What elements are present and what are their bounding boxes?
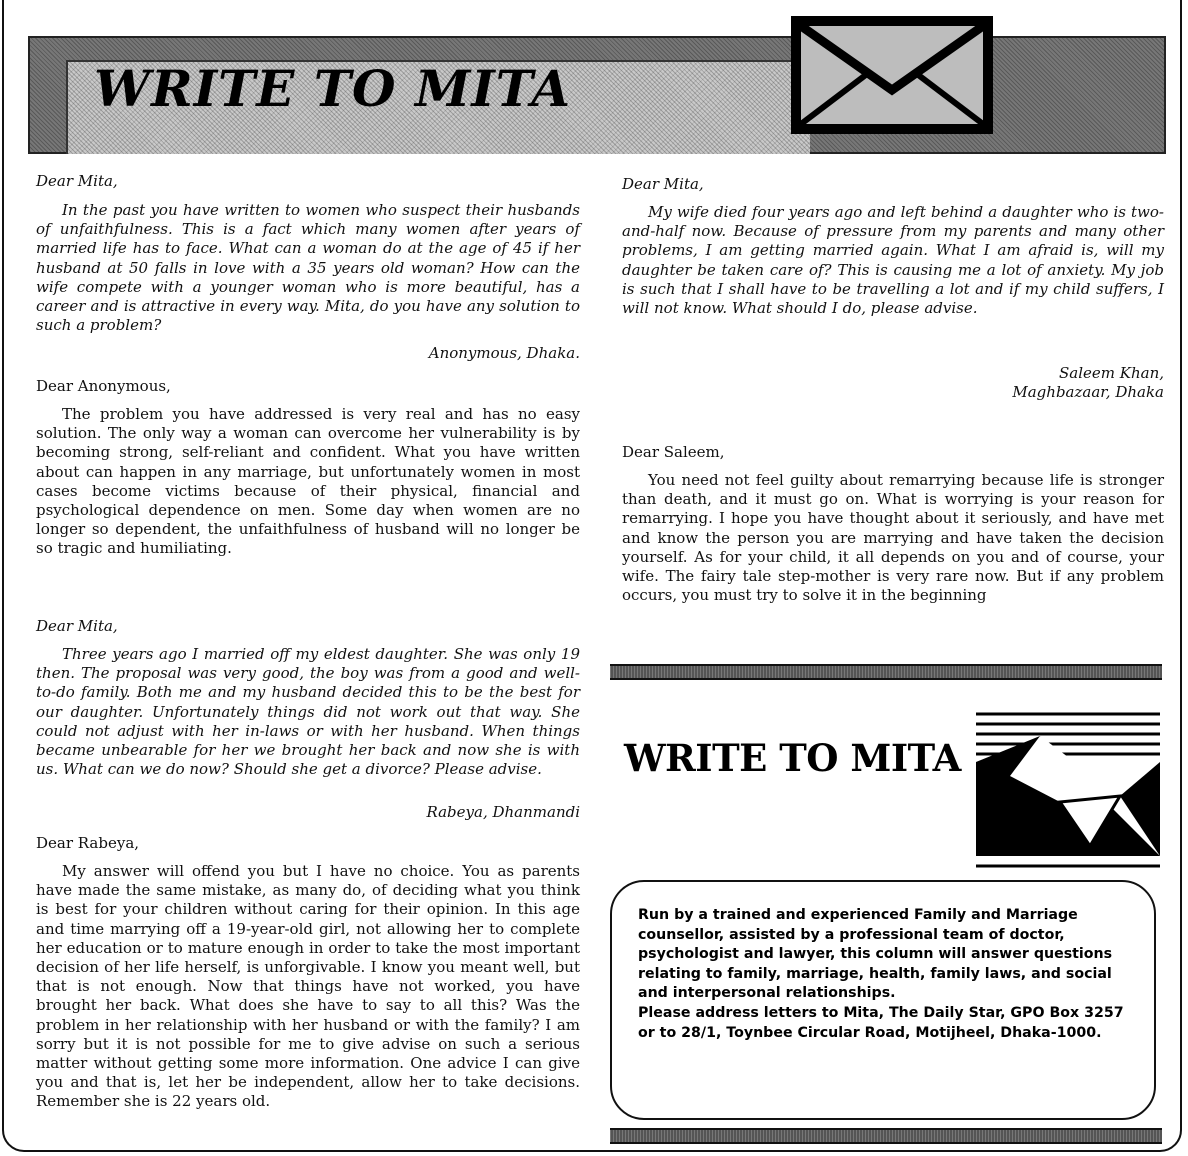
letter1-text: In the past you have written to women who suspect their husbands of unfaithfulness. This is a fact which many women after years of married life has to face. What can a woman do at the age of 45 if her husband at 50 falls in love with a 35 years old woman? How can the wife compete with a younger woman who is more beautiful, has a career and is attractive in every way. Mita, do you have any solution to such a problem? <box>36 201 580 335</box>
reply3-salutation: Dear Saleem, <box>622 443 725 461</box>
letter3-body <box>622 203 1164 318</box>
letter2-text: Three years ago I married off my eldest daughter. She was only 19 then. The proposal was very good, the boy was from a good and well-to-do family. Both me and my husband decided this to be the best for our daughter. Unfortunately things did not work out that way. She could not adjust with her in-laws or with her husband. When things became unbearable for her we brought her back and now she is with us. What can we do now? Should she get a divorce? Please advise. <box>36 645 580 779</box>
envelope-icon <box>787 12 997 138</box>
letter2-body <box>36 645 580 779</box>
divider-top <box>610 664 1162 680</box>
reply1-body <box>36 405 580 559</box>
info-text <box>638 906 1138 1043</box>
logo-icon <box>970 706 1166 870</box>
reply3-text: You need not feel guilty about remarrying because life is stronger than death, and it must go on. What is worrying is your reason for remarrying. I hope you have thought about it seriously, and have met and know the person you are marrying and have taken the decision yourself. As for your child, it all depends on you and of course, your wife. The fairy tale step-mother is very rare now. But if any problem occurs, you must try to solve it in the beginning <box>622 471 1164 605</box>
reply2-salutation: Dear Rabeya, <box>36 834 140 852</box>
letter3-salutation: Dear Mita, <box>622 175 704 193</box>
letter2-salutation: Dear Mita, <box>36 617 118 635</box>
info-address: Please address letters to Mita, The Daily Star, GPO Box 3257 or to 28/1, Toynbee Circular Road, Motijheel, Dhaka-1000. <box>638 1004 1124 1041</box>
letter1-body <box>36 201 580 335</box>
letter3-signature-place: Maghbazaar, Dhaka <box>1012 383 1164 401</box>
page-title: WRITE TO MITA <box>94 59 571 118</box>
reply2-body <box>36 862 580 1112</box>
letter3-signature-name: Saleem Khan, <box>1059 364 1164 382</box>
letter3-text: My wife died four years ago and left behind a daughter who is two-and-half now. Because of pressure from my parents and many other problems, I am getting married again. What I am afraid is, will my daughter be taken care of? This is causing me a lot of anxiety. My job is such that I shall have to be travelling a lot and if my child suffers, I will not know. What should I do, please advise. <box>622 203 1164 318</box>
reply2-text: My answer will offend you but I have no choice. You as parents have made the same mistake, as many do, of deciding what you think is best for your children without caring for their opinion. In this age and time marrying off a 19-year-old girl, not allowing her to complete her education or to mature enough in order to take the most important decision of her life herself, is unforgivable. I know you meant well, but that is not enough. Now that things have not worked, you have brought her back. What does she have to say to all this? Was the problem in her relationship with her husband or with the family? I am sorry but it is not possible for me to give advise on such a serious matter without getting some more information. One advice I can give you and that is, let her be independent, allow her to take decisions. Remember she is 22 years old. <box>36 862 580 1111</box>
reply1-salutation: Dear Anonymous, <box>36 377 171 395</box>
reply1-text: The problem you have addressed is very real and has no easy solution. The only way a woman can overcome her vulnerability is by becoming strong, self-reliant and confident. What you have written about can happen in any marriage, but unfortunately women in most cases become victims because of their physical, financial and psychological dependence on men. Some day when women are no longer so dependent, the unfaithfulness of husband will no longer be so tragic and humiliating. <box>36 405 580 558</box>
letter1-salutation: Dear Mita, <box>36 172 118 190</box>
letter1-signature: Anonymous, Dhaka. <box>428 344 580 362</box>
box-title: WRITE TO MITA <box>624 736 961 780</box>
letter2-signature: Rabeya, Dhanmandi <box>426 803 580 821</box>
divider-bottom <box>610 1128 1162 1144</box>
info-description: Run by a trained and experienced Family and Marriage counsellor, assisted by a professional team of doctor, psychologist and lawyer, this column will answer questions relating to family, marriage, health, family laws, and social and interpersonal relationships. <box>638 907 1113 1002</box>
reply3-body <box>622 471 1164 605</box>
